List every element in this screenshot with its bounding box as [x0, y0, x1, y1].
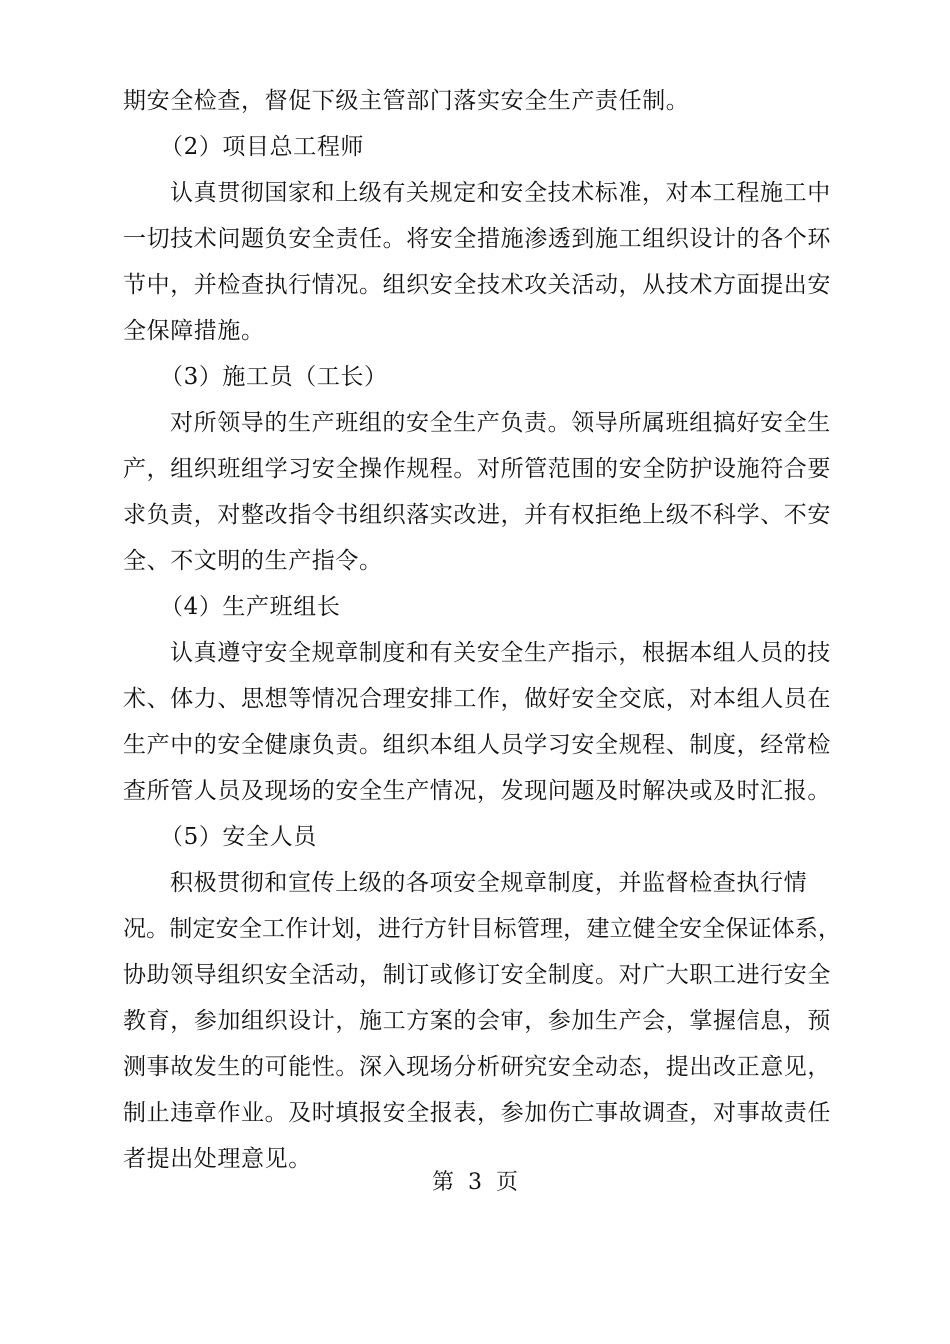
text-line-18: 积极贯彻和宣传上级的各项安全规章制度，并监督检查执行情: [170, 870, 808, 896]
text-line-23: 制止违章作业。及时填报安全报表，参加伤亡事故调查，对事故责任: [123, 1100, 831, 1126]
text-line-6: 全保障措施。: [123, 318, 265, 344]
text-line-10: 求负责，对整改指令书组织落实改进，并有权拒绝上级不科学、不安: [123, 502, 831, 528]
page-label-prefix: 第: [431, 1170, 454, 1195]
section-heading-3: （3）施工员（工长）: [160, 364, 388, 390]
section-heading-5: （5）安全人员: [160, 824, 317, 850]
text-line-1: 期安全检查，督促下级主管部门落实安全生产责任制。: [123, 88, 690, 114]
page-label-suffix: 页: [496, 1170, 519, 1195]
text-line-13: 认真遵守安全规章制度和有关安全生产指示，根据本组人员的技: [170, 640, 831, 666]
text-line-19: 况。制定安全工作计划，进行方针目标管理，建立健全安全保证体系，: [123, 916, 842, 942]
text-line-21: 教育，参加组织设计，施工方案的会审，参加生产会，掌握信息，预: [123, 1008, 831, 1034]
text-line-22: 测事故发生的可能性。深入现场分析研究安全动态，提出改正意见，: [123, 1054, 831, 1080]
text-line-11: 全、不文明的生产指令。: [123, 548, 383, 574]
text-line-9: 产，组织班组学习安全操作规程。对所管范围的安全防护设施符合要: [123, 456, 831, 482]
section-heading-4: （4）生产班组长: [160, 594, 341, 620]
text-line-5: 节中，并检查执行情况。组织安全技术攻关活动，从技术方面提出安: [123, 272, 831, 298]
section-heading-2: （2）项目总工程师: [160, 134, 365, 160]
text-line-15: 生产中的安全健康负责。组织本组人员学习安全规程、制度，经常检: [123, 732, 831, 758]
text-line-4: 一切技术问题负安全责任。将安全措施渗透到施工组织设计的各个环: [123, 226, 831, 252]
page-number: 3: [468, 1170, 482, 1195]
text-line-8: 对所领导的生产班组的安全生产负责。领导所属班组搞好安全生: [170, 410, 831, 436]
text-line-16: 查所管人员及现场的安全生产情况，发现问题及时解决或及时汇报。: [123, 778, 831, 804]
text-line-24: 者提出处理意见。: [123, 1146, 312, 1172]
page-footer: [0, 1169, 950, 1197]
text-line-20: 协助领导组织安全活动，制订或修订安全制度。对广大职工进行安全: [123, 962, 831, 988]
text-line-14: 术、体力、思想等情况合理安排工作，做好安全交底，对本组人员在: [123, 686, 831, 712]
text-line-3: 认真贯彻国家和上级有关规定和安全技术标准，对本工程施工中: [170, 180, 831, 206]
